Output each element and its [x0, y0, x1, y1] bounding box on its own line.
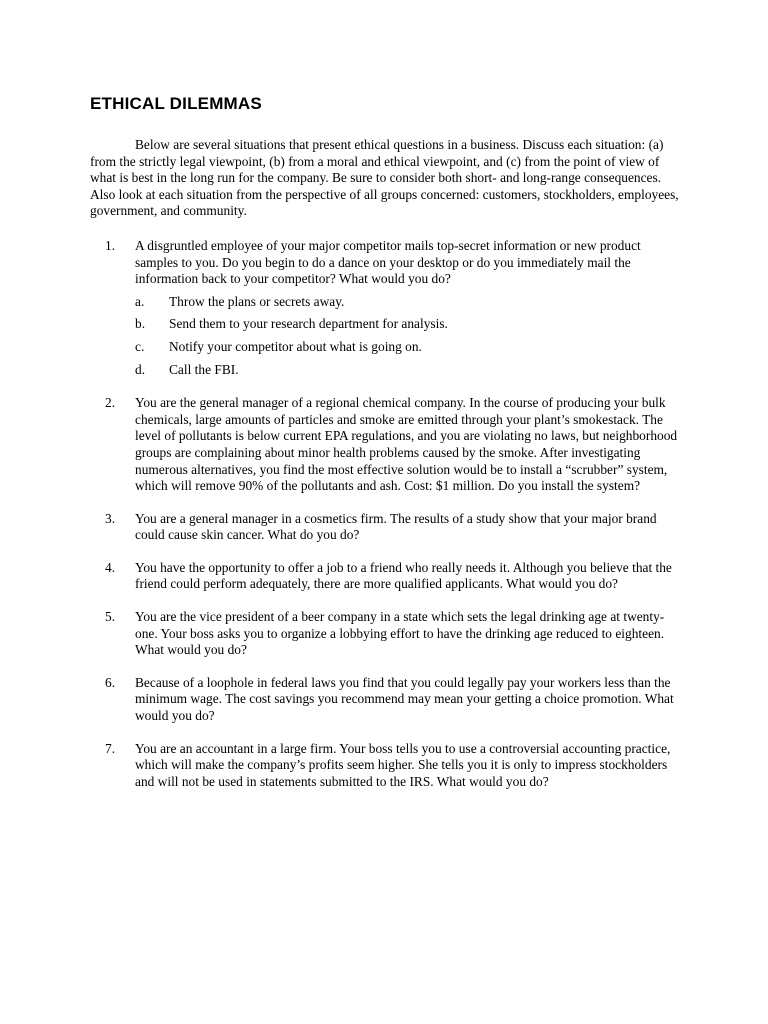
dilemma-item-6 — [90, 675, 680, 725]
option-text: Throw the plans or secrets away. — [169, 293, 345, 309]
dilemma-item-4 — [90, 560, 680, 593]
item-number: 1. — [105, 237, 116, 253]
dilemma-item-5 — [90, 609, 680, 659]
option-text: Send them to your research department for analysis. — [169, 316, 448, 332]
option-list — [135, 294, 680, 378]
item-number: 3. — [105, 510, 116, 526]
item-number: 7. — [105, 740, 116, 756]
item-number: 4. — [105, 559, 116, 575]
intro-paragraph: Below are several situations that present ethical questions in a business. Discuss each situation: (a) from the strictly legal viewpoint, (b) from a moral and ethical viewpoint, and (c) from the point of view of what is best in the long run for the company. Be sure to consider both short- and long-range consequences. Also look at each situation from the perspective of all groups concerned: customers, stockholders, employees, government, and community. — [90, 137, 679, 219]
item-text: A disgruntled employee of your major competitor mails top-secret information or new product samples to you. Do you begin to do a dance on your desktop or do you immediately mail the information back to your competitor? What would you do? — [135, 237, 641, 287]
dilemma-item-3 — [90, 511, 680, 544]
option-letter: d. — [135, 361, 146, 377]
item-number: 5. — [105, 609, 116, 625]
option-letter: a. — [135, 293, 145, 309]
item-number: 6. — [105, 674, 116, 690]
document-title: ETHICAL DILEMMAS — [90, 94, 262, 113]
option-item-c — [135, 339, 680, 356]
item-text: You are a general manager in a cosmetics firm. The results of a study show that your major brand could cause skin cancer. What do you do? — [135, 510, 657, 543]
item-text: You are the vice president of a beer company in a state which sets the legal drinking age at twenty-one. Your boss asks you to organize a lobbying effort to have the drinking age reduced to eighteen. What would you do? — [135, 609, 665, 658]
option-text: Notify your competitor about what is going on. — [169, 338, 422, 354]
item-text: You are an accountant in a large firm. Your boss tells you to use a controversial accounting practice, which will make the company’s profits seem higher. She tells you it is only to impress stockholders and will not be used in statements submitted to the IRS. What would you do? — [135, 740, 671, 789]
option-item-a — [135, 294, 680, 311]
dilemma-item-7 — [90, 741, 680, 791]
item-number: 2. — [105, 395, 116, 411]
dilemma-item-2 — [90, 395, 680, 495]
dilemma-item-1 — [90, 238, 680, 378]
item-text: You are the general manager of a regional chemical company. In the course of producing your bulk chemicals, large amounts of particles and smoke are emitted through your plant’s smokestack. The level of pollutants is below current EPA regulations, and you are violating no laws, but neighborhood groups are complaining about minor health problems caused by the smoke. After investigating numerous alternatives, you find the most effective solution would be to install a “scrubber” system, which will remove 90% of the pollutants and ash. Cost: $1 million. Do you install the system? — [135, 395, 678, 494]
item-text: Because of a loophole in federal laws you find that you could legally pay your workers less than the minimum wage. The cost savings you recommend may mean your getting a choice promotion. What would you do? — [135, 674, 674, 724]
option-item-d — [135, 362, 680, 379]
option-text: Call the FBI. — [169, 361, 239, 377]
option-item-b — [135, 316, 680, 333]
option-letter: b. — [135, 316, 146, 332]
item-text: You have the opportunity to offer a job to a friend who really needs it. Although you believe that the friend could perform adequately, there are more qualified applicants. What would you do? — [135, 559, 672, 592]
dilemma-list — [90, 238, 680, 790]
option-letter: c. — [135, 338, 145, 354]
document-page — [90, 94, 680, 790]
